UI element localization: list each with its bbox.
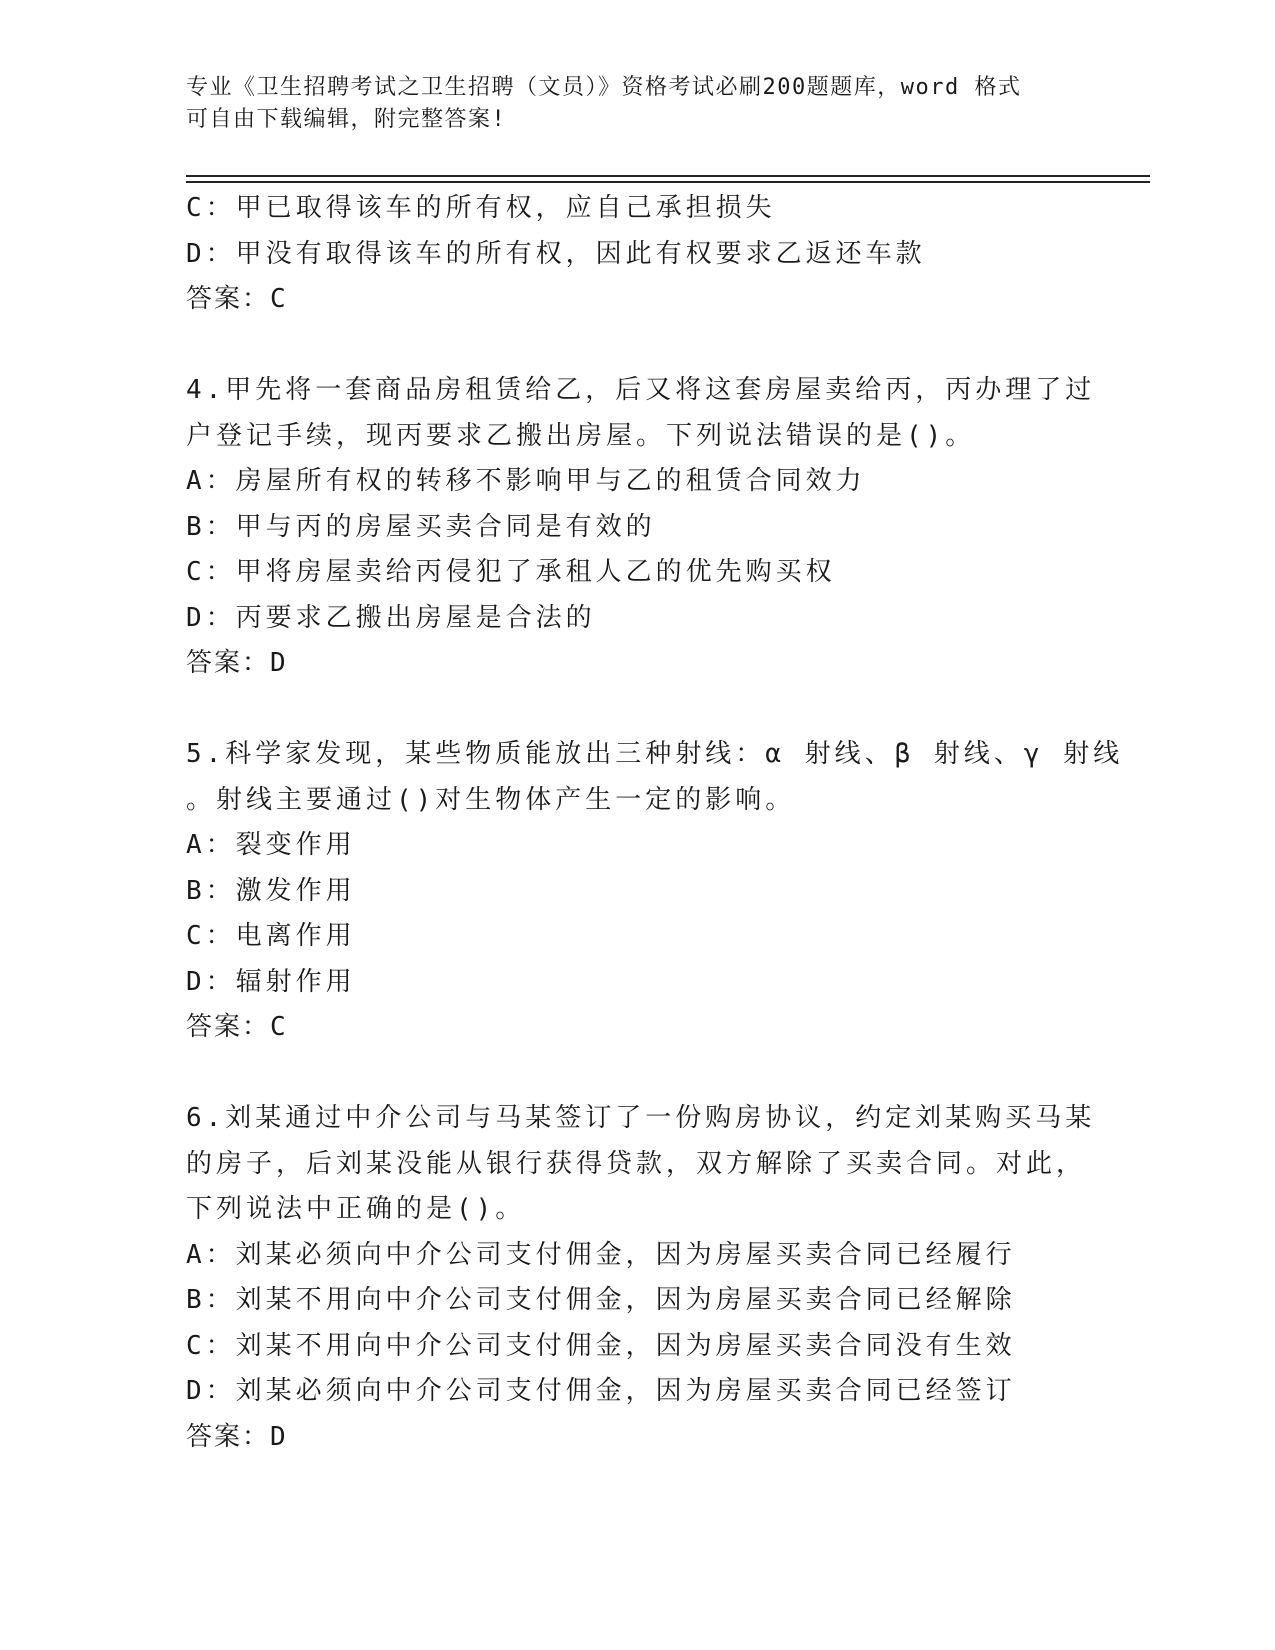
document-header xyxy=(186,72,1086,136)
option-d: D：辐射作用 xyxy=(186,966,356,997)
option-b: B：激发作用 xyxy=(186,875,356,906)
answer-line: 答案：C xyxy=(186,284,288,314)
header-rule-bottom xyxy=(186,181,1150,183)
question-block-6 xyxy=(186,1096,1096,1460)
header-line-1: 专业《卫生招聘考试之卫生招聘（文员）》资格考试必刷200题题库，word 格式 xyxy=(186,75,1022,100)
answer-line: 答案：D xyxy=(186,648,288,678)
header-line-2: 可自由下载编辑，附完整答案! xyxy=(186,107,507,132)
option-d: D：刘某必须向中介公司支付佣金，因为房屋买卖合同已经签订 xyxy=(186,1376,1016,1406)
option-b: B：刘某不用向中介公司支付佣金，因为房屋买卖合同已经解除 xyxy=(186,1285,1016,1315)
question-block-5 xyxy=(186,732,1124,1051)
option-a: A：房屋所有权的转移不影响甲与乙的租赁合同效力 xyxy=(186,466,866,496)
question-stem-line: 6.刘某通过中介公司与马某签订了一份购房协议，约定刘某购买马某 xyxy=(186,1103,1096,1133)
question-stem-line: 4.甲先将一套商品房租赁给乙，后又将这套房屋卖给丙，丙办理了过 xyxy=(186,375,1096,405)
question-stem-line: 的房子，后刘某没能从银行获得贷款，双方解除了买卖合同。对此， xyxy=(186,1148,1087,1179)
answer-line: 答案：D xyxy=(186,1421,288,1452)
answer-line: 答案：C xyxy=(186,1012,288,1042)
question-block-3 xyxy=(186,186,1086,323)
question-list xyxy=(186,186,1124,1460)
question-block-4 xyxy=(186,368,1096,687)
option-a: A：裂变作用 xyxy=(186,830,356,860)
option-a: A：刘某必须向中介公司支付佣金，因为房屋买卖合同已经履行 xyxy=(186,1239,1016,1270)
option-d: D：甲没有取得该车的所有权，因此有权要求乙返还车款 xyxy=(186,238,926,269)
question-stem-line: 5.科学家发现，某些物质能放出三种射线：α 射线、β 射线、γ 射线 xyxy=(186,739,1124,769)
option-c: C：刘某不用向中介公司支付佣金，因为房屋买卖合同没有生效 xyxy=(186,1330,1016,1361)
option-c: C：电离作用 xyxy=(186,921,356,951)
question-stem-line: 下列说法中正确的是()。 xyxy=(186,1194,526,1224)
option-c: C：甲将房屋卖给丙侵犯了承租人乙的优先购买权 xyxy=(186,557,836,587)
question-stem-line: 。射线主要通过()对生物体产生一定的影响。 xyxy=(186,784,796,815)
option-b: B：甲与丙的房屋买卖合同是有效的 xyxy=(186,511,656,542)
option-c: C：甲已取得该车的所有权，应自己承担损失 xyxy=(186,193,776,223)
option-d: D：丙要求乙搬出房屋是合法的 xyxy=(186,602,596,633)
header-rule-top xyxy=(186,175,1150,177)
question-stem-line: 户登记手续，现丙要求乙搬出房屋。下列说法错误的是()。 xyxy=(186,420,976,451)
